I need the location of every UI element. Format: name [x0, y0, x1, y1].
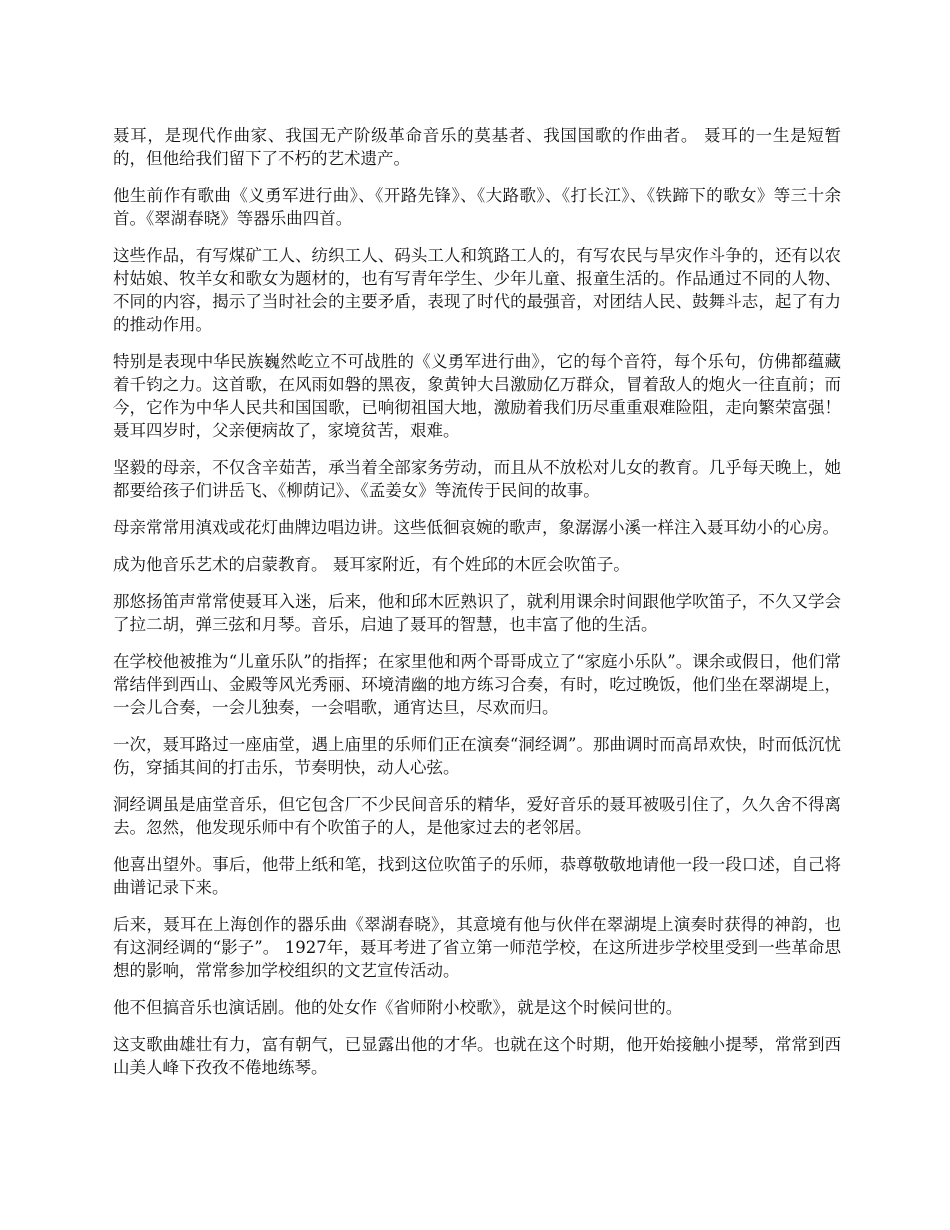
paragraph: 这支歌曲雄壮有力，富有朝气，已显露出他的才华。也就在这个时期，他开始接触小提琴，常常到西山美人峰下孜孜不倦地练琴。	[113, 1035, 841, 1077]
paragraph: 母亲常常用滇戏或花灯曲牌边唱边讲。这些低徊哀婉的歌声，象潺潺小溪一样注入聂耳幼小的心房。	[113, 518, 839, 537]
paragraph: 洞经调虽是庙堂音乐，但它包含厂不少民间音乐的精华，爱好音乐的聂耳被吸引住了，久久舍不得离去。忽然，他发现乐师中有个吹笛子的人，是他家过去的老邻居。	[113, 795, 841, 837]
paragraph: 特别是表现中华民族巍然屹立不可战胜的《义勇军进行曲》，它的每个音符，每个乐句，仿佛都蕴藏着千钧之力。这首歌，在风雨如磐的黑夜，象黄钟大吕激励亿万群众，冒着敌人的炮火一往直前；而今，它作为中华人民共和国国歌，已响彻祖国大地，激励着我们历尽重重艰难险阻，走向繁荣富强！ 聂耳四岁时，父亲便病故了，家境贫苦，艰难。	[113, 352, 841, 440]
paragraph: 那悠扬笛声常常使聂耳入迷，后来，他和邱木匠熟识了，就利用课余时间跟他学吹笛子，不久又学会了拉二胡，弹三弦和月琴。音乐，启迪了聂耳的智慧，也丰富了他的生活。	[113, 592, 841, 634]
paragraph: 他生前作有歌曲《义勇军进行曲》、《开路先锋》、《大路歌》、《打长江》、《铁蹄下的歌女》等三十余首。《翠湖春晓》等器乐曲四首。	[113, 186, 841, 228]
paragraph: 他喜出望外。事后，他带上纸和笔，找到这位吹笛子的乐师，恭尊敬敬地请他一段一段口述，自己将曲谱记录下来。	[113, 855, 841, 897]
paragraph: 在学校他被推为“儿童乐队”的指挥；在家里他和两个哥哥成立了“家庭小乐队”。课余或假日，他们常常结伴到西山、金殿等风光秀丽、环境清幽的地方练习合奏，有时，吃过晚饭，他们坐在翠湖堤上，一会儿合奏，一会儿独奏，一会唱歌，通宵达旦，尽欢而归。	[113, 652, 841, 717]
paragraph: 成为他音乐艺术的启蒙教育。 聂耳家附近，有个姓邱的木匠会吹笛子。	[113, 555, 630, 574]
paragraph: 他不但搞音乐也演话剧。他的处女作《省师附小校歌》，就是这个时候问世的。	[113, 998, 683, 1017]
paragraph: 后来，聂耳在上海创作的器乐曲《翠湖春晓》，其意境有他与伙伴在翠湖堤上演奏时获得的神韵，也有这洞经调的“影子”。 1927年，聂耳考进了省立第一师范学校，在这所进步学校里受到一些革命思想的影响，常常参加学校组织的文艺宣传活动。	[113, 915, 841, 980]
paragraph: 聂耳，是现代作曲家、我国无产阶级革命音乐的莫基者、我国国歌的作曲者。 聂耳的一生是短暂的，但他给我们留下了不朽的艺术遗产。	[113, 126, 841, 168]
paragraph: 这些作品，有写煤矿工人、纺织工人、码头工人和筑路工人的，有写农民与旱灾作斗争的，还有以农村姑娘、牧羊女和歌女为题材的，也有写青年学生、少年儿童、报童生活的。作品通过不同的人物、不同的内容，揭示了当时社会的主要矛盾，表现了时代的最强音，对团结人民、鼓舞斗志，起了有力的推动作用。	[113, 246, 841, 334]
paragraph: 坚毅的母亲，不仅含辛茹苦，承当着全部家务劳动，而且从不放松对儿女的教育。几乎每天晚上，她都要给孩子们讲岳飞、《柳荫记》、《孟姜女》等流传于民间的故事。	[113, 458, 841, 500]
document-page	[113, 124, 841, 1093]
paragraph: 一次，聂耳路过一座庙堂，遇上庙里的乐师们正在演奏“洞经调”。那曲调时而高昂欢快，时而低沉忧伤，穿插其间的打击乐，节奏明快，动人心弦。	[113, 735, 841, 777]
